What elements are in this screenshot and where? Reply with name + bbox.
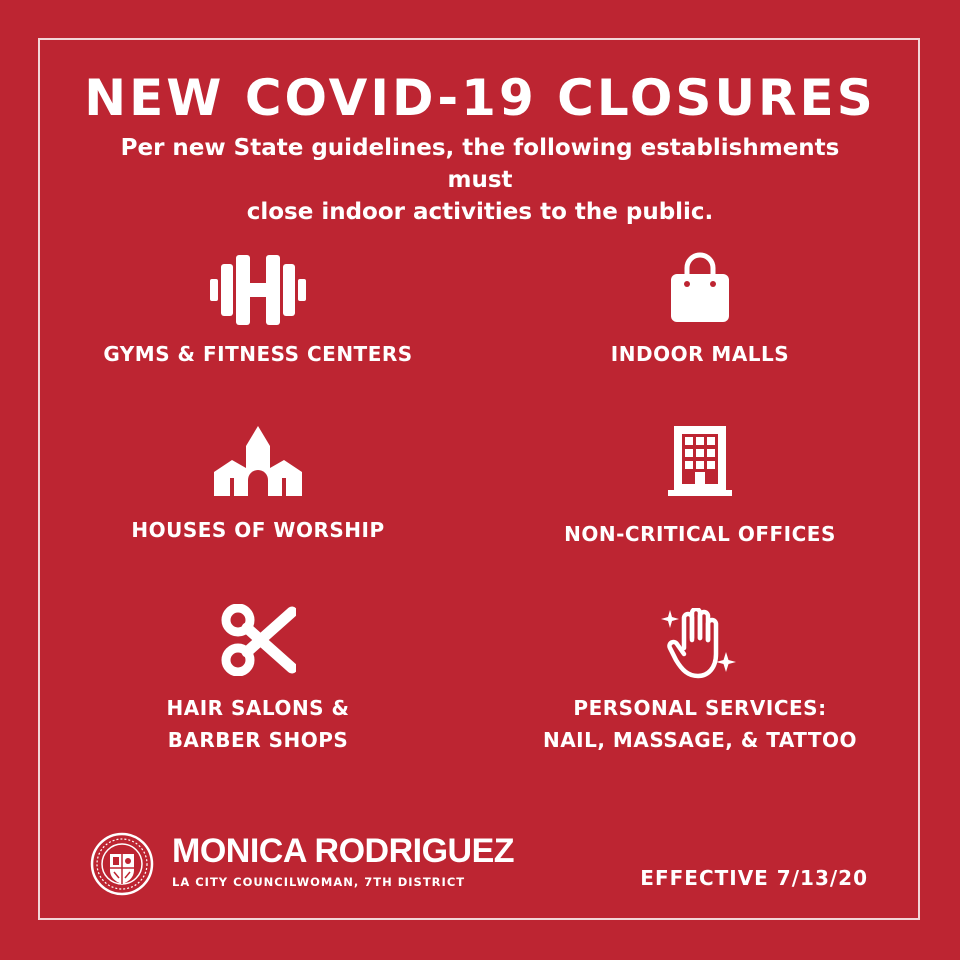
office-building-icon — [668, 424, 732, 496]
closure-item-malls — [490, 252, 910, 370]
councilmember-name: MONICA RODRIGUEZ — [172, 832, 515, 870]
page-title: NEW COVID-19 CLOSURES — [84, 69, 876, 127]
scissors-icon — [220, 604, 296, 676]
closure-label-line-2: NAIL, MASSAGE, & TATTOO — [542, 728, 858, 752]
subtitle-line-1: Per new State guidelines, the following establishments must — [120, 135, 840, 193]
closure-label-line-1: PERSONAL SERVICES: — [573, 696, 827, 720]
closure-item-offices — [490, 424, 910, 550]
closure-label-line-1: HAIR SALONS & — [166, 696, 350, 720]
closure-label: HOUSES OF WORSHIP — [131, 518, 385, 542]
closure-label: NON-CRITICAL OFFICES — [564, 522, 836, 546]
closure-label: GYMS & FITNESS CENTERS — [103, 342, 413, 366]
subtitle-line-2: close indoor activities to the public. — [246, 199, 714, 225]
closure-item-gyms — [48, 252, 468, 370]
closure-item-worship — [48, 424, 468, 546]
sparkle-hand-icon — [660, 608, 740, 680]
closure-item-personal-services — [490, 608, 910, 756]
closure-label: INDOOR MALLS — [610, 342, 790, 366]
church-icon — [210, 424, 306, 498]
closure-item-hair-salons — [48, 604, 468, 756]
dumbbell-icon — [208, 252, 308, 328]
councilmember-role: LA CITY COUNCILWOMAN, 7TH DISTRICT — [172, 875, 466, 889]
effective-date: EFFECTIVE 7/13/20 — [640, 866, 868, 890]
shopping-bag-icon — [665, 252, 735, 328]
city-seal-icon — [90, 832, 154, 896]
page-subtitle — [100, 132, 860, 228]
closure-label-line-2: BARBER SHOPS — [167, 728, 349, 752]
